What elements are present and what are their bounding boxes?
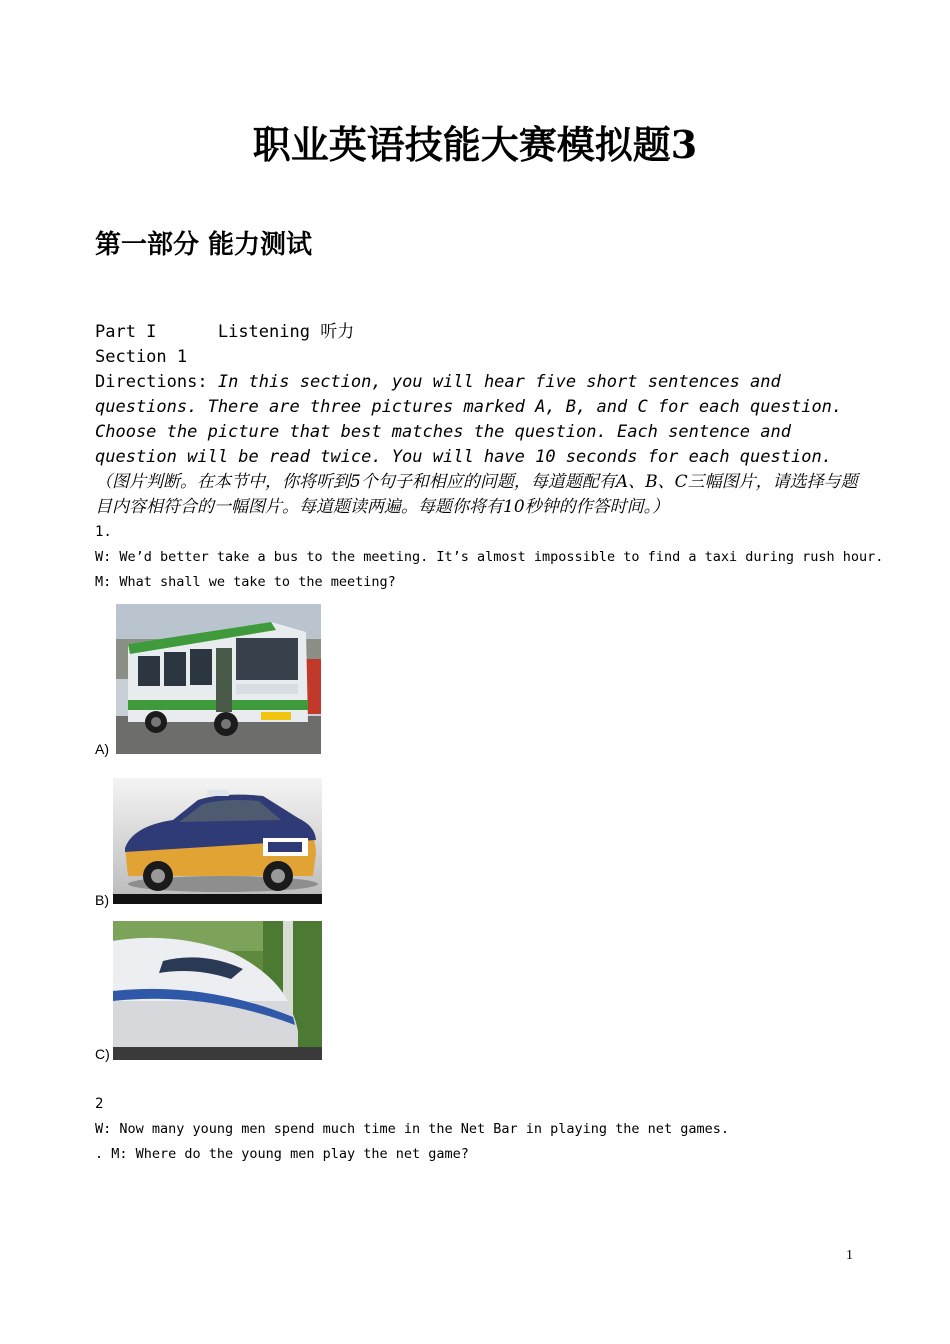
dialogue-man: M: What shall we take to the meeting? (95, 574, 396, 590)
page-number: 1 (846, 1248, 853, 1263)
part-name: Listening 听力 (217, 322, 355, 342)
part-label: Part I (95, 322, 157, 342)
option-label: C) (95, 1046, 110, 1062)
question-number: 2 (95, 1096, 104, 1112)
directions-text: In this section, you will hear five short sentences and questions. There are three pictures marked A, B, and C for each question. Choose the picture that best matches the question. Each sentence and question will be read twice. You will have 10 seconds for each question. (95, 372, 843, 467)
bus-photo[interactable] (116, 604, 321, 754)
question-number: 1. (95, 524, 112, 540)
dialogue-woman: W: We’d better take a bus to the meeting. It’s almost impossible to find a taxi during rush hour. (95, 549, 884, 565)
section-heading: 第一部分 能力测试 (95, 230, 313, 260)
directions-paragraph (95, 370, 865, 520)
directions-chinese: （图片判断。在本节中，你将听到5个句子和相应的问题，每道题配有A、B、C三幅图片，请选择与题目内容相符合的一幅图片。每道题读两遍。每题你将有10秒钟的作答时间。） (95, 472, 858, 517)
section-label: Section 1 (95, 347, 188, 367)
train-photo[interactable] (113, 921, 322, 1060)
taxi-photo[interactable] (113, 778, 322, 904)
directions-lead: Directions: (95, 372, 208, 392)
option-label: B) (95, 892, 109, 908)
dialogue-man: . M: Where do the young men play the net game? (95, 1146, 469, 1162)
part-heading (95, 320, 354, 345)
page-title: 职业英语技能大赛模拟题3 (252, 122, 698, 167)
option-label: A) (95, 741, 109, 757)
dialogue-woman: W: Now many young men spend much time in the Net Bar in playing the net games. (95, 1121, 729, 1137)
